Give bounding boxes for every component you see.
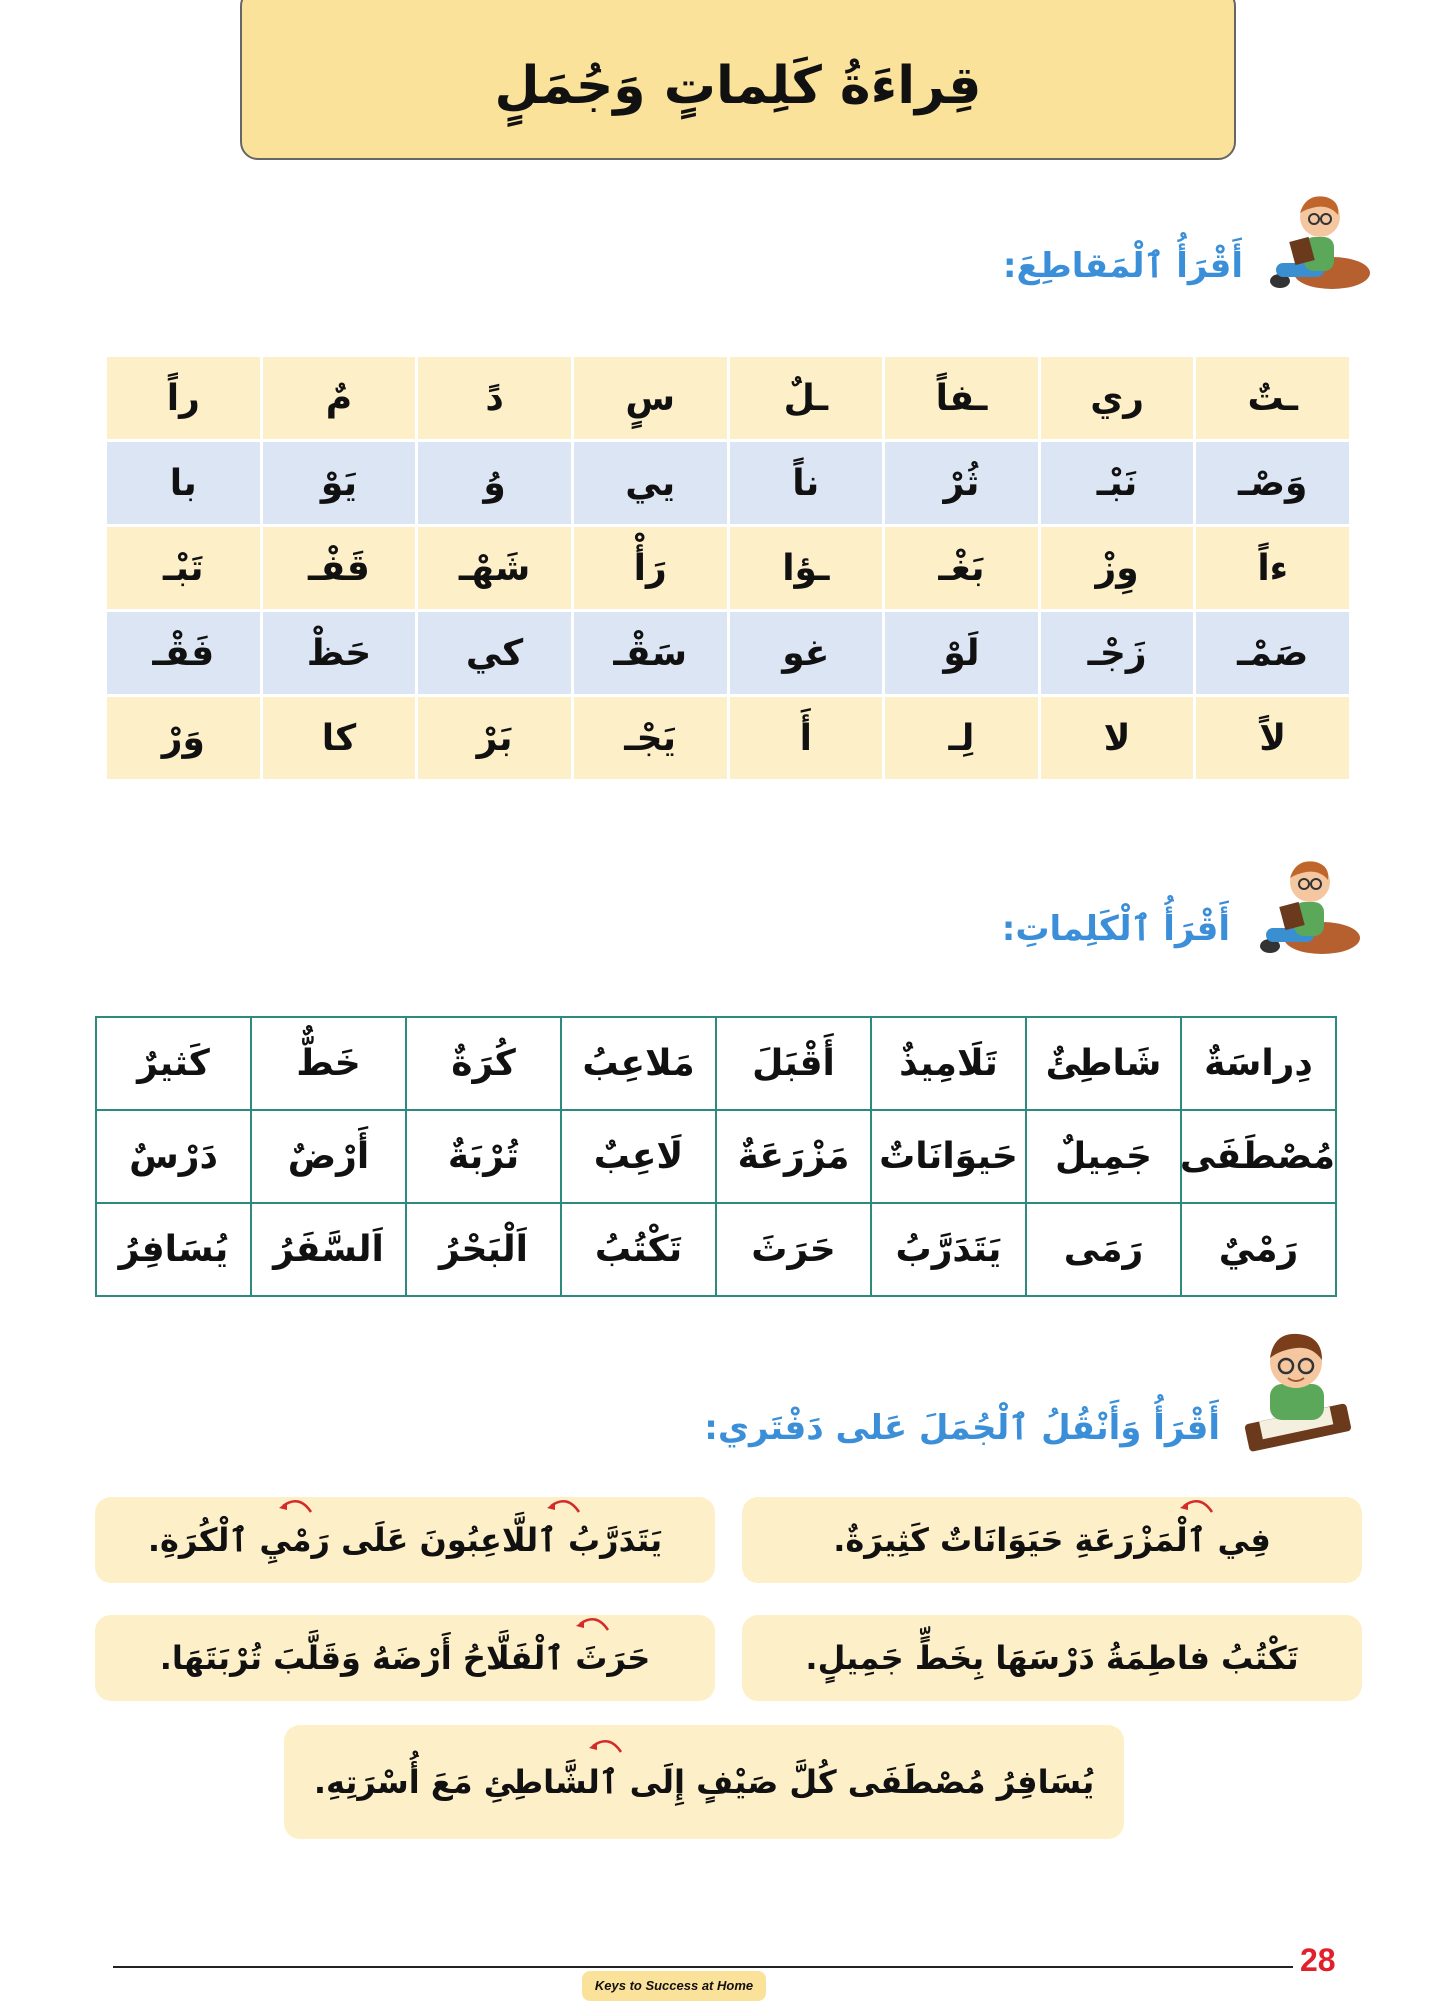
- word-cell: تَلَامِيذٌ: [871, 1017, 1026, 1110]
- syllable-cell: ـؤا: [728, 526, 884, 611]
- word-cell: أَرْضٌ: [251, 1110, 406, 1203]
- sentence-box: [284, 1725, 1124, 1839]
- curved-arrow-icon: [1176, 1494, 1216, 1516]
- sentence-text: تَكْتُبُ فاطِمَةُ دَرْسَهَا بِخَطٍّ جَمِيلٍ.: [805, 1639, 1299, 1677]
- word-cell: دِراسَةٌ: [1181, 1017, 1336, 1110]
- syllable-cell: كي: [417, 611, 573, 696]
- word-cell: كُرَةٌ: [406, 1017, 561, 1110]
- syllable-cell: بَرْ: [417, 696, 573, 781]
- curved-arrow-icon: [585, 1734, 625, 1756]
- table-row: [106, 611, 1351, 696]
- table-row: [96, 1110, 1336, 1203]
- syllable-cell: يَوْ: [261, 441, 417, 526]
- syllable-cell: ري: [1039, 356, 1195, 441]
- section-heading-sentences: أَقْرَأُ وَأَنْقُلُ ٱلْجُمَلَ عَلى دَفْتَري:: [704, 1408, 1220, 1448]
- word-cell: دَرْسٌ: [96, 1110, 251, 1203]
- syllable-cell: ناً: [728, 441, 884, 526]
- syllable-cell: حَظْ: [261, 611, 417, 696]
- table-row: [106, 441, 1351, 526]
- word-cell: اَلْبَحْرُ: [406, 1203, 561, 1296]
- word-cell: جَمِيلٌ: [1026, 1110, 1181, 1203]
- table-row: [106, 356, 1351, 441]
- curved-arrow-icon: [543, 1494, 583, 1516]
- word-cell: مُصْطَفَى: [1181, 1110, 1336, 1203]
- syllable-cell: تَبْـ: [106, 526, 262, 611]
- sentence-box: [742, 1615, 1362, 1701]
- syllable-cell: شَهْـ: [417, 526, 573, 611]
- syllable-cell: نَبْـ: [1039, 441, 1195, 526]
- syllable-cell: زَجْـ: [1039, 611, 1195, 696]
- syllable-cell: يَجْـ: [572, 696, 728, 781]
- syllable-cell: ثُرْ: [884, 441, 1040, 526]
- syllable-cell: يي: [572, 441, 728, 526]
- sentence-text: فِي ٱلْمَزْرَعَةِ حَيَوَانَاتٌ كَثِيرَةٌ.: [833, 1521, 1271, 1559]
- section-heading-syllables: أَقْرَأُ ٱلْمَقاطِعَ:: [1002, 246, 1243, 286]
- syllable-cell: سَقْـ: [572, 611, 728, 696]
- syllable-cell: وُ: [417, 441, 573, 526]
- footer-brand: Keys to Success at Home: [582, 1971, 766, 2001]
- word-cell: اَلسَّفَرُ: [251, 1203, 406, 1296]
- syllable-cell: ـلٌ: [728, 356, 884, 441]
- curved-arrow-icon: [275, 1494, 315, 1516]
- syllable-cell: غو: [728, 611, 884, 696]
- sentence-text: يَتَدَرَّبُ ٱللَّاعِبُونَ عَلَى رَمْيِ ٱلْكُرَةِ.: [147, 1521, 663, 1559]
- syllables-table: [104, 354, 1352, 782]
- word-cell: حَرَثَ: [716, 1203, 871, 1296]
- word-cell: مَلاعِبُ: [561, 1017, 716, 1110]
- syllable-cell: مٌ: [261, 356, 417, 441]
- syllable-cell: بَغْـ: [884, 526, 1040, 611]
- syllable-cell: صَمْـ: [1195, 611, 1351, 696]
- table-row: [96, 1203, 1336, 1296]
- words-table: [95, 1016, 1337, 1297]
- child-reading-book-icon: [1250, 850, 1362, 960]
- sentence-text: حَرَثَ ٱلْفَلَّاحُ أَرْضَهُ وَقَلَّبَ تُرْبَتَهَا.: [159, 1639, 651, 1677]
- word-cell: يَتَدَرَّبُ: [871, 1203, 1026, 1296]
- syllable-cell: دً: [417, 356, 573, 441]
- syllable-cell: فَقْـ: [106, 611, 262, 696]
- word-cell: كَثيرٌ: [96, 1017, 251, 1110]
- syllable-cell: ءاً: [1195, 526, 1351, 611]
- section-heading-words: أَقْرَأُ ٱلْكَلِماتِ:: [1001, 909, 1230, 949]
- syllable-cell: كا: [261, 696, 417, 781]
- syllable-cell: وِزْ: [1039, 526, 1195, 611]
- child-writing-notebook-icon: [1236, 1322, 1356, 1452]
- word-cell: أَقْبَلَ: [716, 1017, 871, 1110]
- word-cell: شَاطِئٌ: [1026, 1017, 1181, 1110]
- word-cell: تَكْتُبُ: [561, 1203, 716, 1296]
- word-cell: مَزْرَعَةٌ: [716, 1110, 871, 1203]
- table-row: [96, 1017, 1336, 1110]
- footer-divider: [113, 1966, 1293, 1968]
- child-reading-book-icon: [1260, 185, 1372, 295]
- syllable-cell: لا: [1039, 696, 1195, 781]
- syllable-cell: سٍ: [572, 356, 728, 441]
- sentence-box: [95, 1615, 715, 1701]
- word-cell: رَمْيٌ: [1181, 1203, 1336, 1296]
- syllable-cell: راً: [106, 356, 262, 441]
- table-row: [106, 526, 1351, 611]
- word-cell: تُرْبَةٌ: [406, 1110, 561, 1203]
- syllable-cell: لاً: [1195, 696, 1351, 781]
- table-row: [106, 696, 1351, 781]
- syllable-cell: أَ: [728, 696, 884, 781]
- syllable-cell: رَأْ: [572, 526, 728, 611]
- syllable-cell: لَوْ: [884, 611, 1040, 696]
- word-cell: يُسَافِرُ: [96, 1203, 251, 1296]
- sentence-box: [95, 1497, 715, 1583]
- sentence-text: يُسَافِرُ مُصْطَفَى كُلَّ صَيْفٍ إِلَى ٱلشَّاطِئِ مَعَ أُسْرَتِهِ.: [313, 1763, 1095, 1801]
- page-title: قِراءَةُ كَلِماتٍ وَجُمَلٍ: [494, 56, 982, 116]
- syllable-cell: وَصْـ: [1195, 441, 1351, 526]
- syllable-cell: وَرْ: [106, 696, 262, 781]
- syllable-cell: قَفْـ: [261, 526, 417, 611]
- syllable-cell: لِـ: [884, 696, 1040, 781]
- word-cell: خَطٌّ: [251, 1017, 406, 1110]
- word-cell: رَمَى: [1026, 1203, 1181, 1296]
- sentence-box: [742, 1497, 1362, 1583]
- page-number: 28: [1300, 1942, 1336, 1978]
- curved-arrow-icon: [572, 1612, 612, 1634]
- syllable-cell: ـفاً: [884, 356, 1040, 441]
- word-cell: لَاعِبٌ: [561, 1110, 716, 1203]
- word-cell: حَيوَانَاتٌ: [871, 1110, 1026, 1203]
- syllable-cell: ـتٌ: [1195, 356, 1351, 441]
- syllable-cell: با: [106, 441, 262, 526]
- title-banner: [240, 0, 1236, 160]
